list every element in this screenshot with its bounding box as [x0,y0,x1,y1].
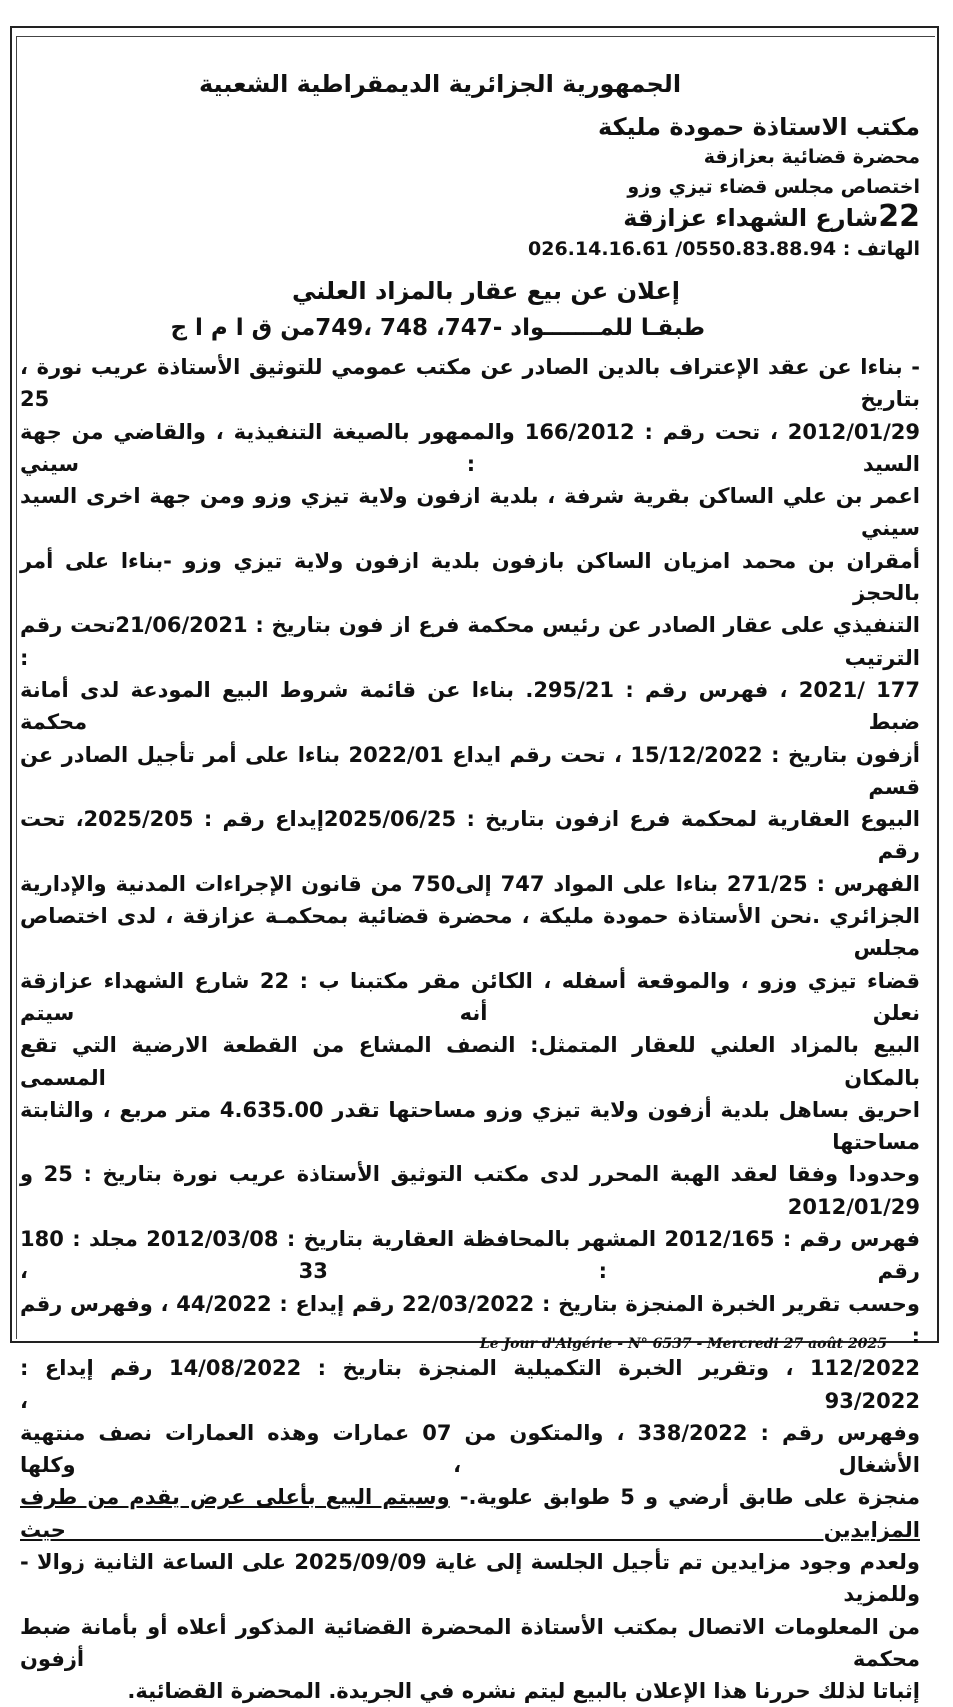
body-line: التنفيذي على عقار الصادر عن رئيس محكمة فرع از فون بتاريخ : 21/06/2021تحت رقم الترتيب : [20,613,920,670]
body-line: الفهرس : 271/25 بناءا على المواد 747 إلى750 من قانون الإجراءات المدنية والإدارية [20,871,920,896]
body-line-with-underline: منجزة على طابق أرضي و 5 طوابق علوية.- وسيتم البيع بأعلى عرض يقدم من طرف المزايدين حيث [20,1485,921,1542]
body-line: الجزائري .نحن الأستاذة حمودة مليكة ، محضرة قضائية بمحكمـة عزازقة ، لدى اختصاص مجلس [20,904,920,961]
body-line: احريق بساهل بلدية أزفون ولاية تيزي وزو مساحتها تقدر 4.635.00 متر مربع ، والثابتة مساحتها [20,1097,920,1155]
body-line: البيع بالمزاد العلني للعقار المتمثل: النصف المشاع من القطعة الارضية التي تقع بالمكان المسمى [20,1033,920,1090]
phone-line [20,233,920,265]
notice-body [20,351,920,1707]
body-line: 177 /2021 ، فهرس رقم : 295/21. بناءا عن قائمة شروط البيع المودعة لدى أمانة ضبط محكمة [20,677,920,735]
body-line: أمقران بن محمد امزيان الساكن بازفون بلدية ازفون ولاية تيزي وزو -بناءا على أمر بالحجز [20,548,920,606]
publication-footer: Le Jour d'Algérie - N° 6537 - Mercredi 27 août 2025 [479,1336,887,1352]
phone-label: الهاتف : [842,238,920,260]
body-line: وحسب تقرير الخبرة المنجزة بتاريخ : 22/03/2022 رقم إيداع : 44/2022 ، وفهرس رقم : [20,1291,920,1348]
court-officer: محضرة قضائية بعزازقة [703,146,920,168]
body-line: ولعدم وجود مزايدين تم تأجيل الجلسة إلى غاية 2025/09/09 على الساعة الثانية زوالا - وللمزيد [20,1549,920,1607]
body-line: 112/2022 ، وتقرير الخبرة التكميلية المنجزة بتاريخ : 14/08/2022 رقم إيداع : 93/2022 ، [20,1356,920,1413]
body-line: من المعلومات الاتصال بمكتب الأستاذة المحضرة القضائية المذكور أعلاه أو بأمانة ضبط محكمة أزفون [20,1614,920,1671]
address [20,199,920,234]
body-line: أزفون بتاريخ : 15/12/2022 ، تحت رقم ايداع 2022/01 بناءا على أمر تأجيل الصادر عن قسم [20,742,920,799]
legal-notice [20,70,920,1707]
notice-title: إعلان عن بيع عقار بالمزاد العلني [291,277,680,305]
office-name: مكتب الاستاذة حمودة مليكة [598,113,920,141]
address-street: شارع الشهداء عزازقة [623,204,879,232]
body-line: - بناءا عن عقد الإعتراف بالدين الصادر عن مكتب عمومي للتوثيق الأستاذة عريب نورة ، بتاريخ 25 [20,355,920,412]
phone-numbers: 026.14.16.61 /0550.83.88.94 [528,238,837,260]
notice-subtitle: طبقـا للمـــــــواد -747، 748 ،749من ق ا م ا ج [170,315,705,341]
republic-heading: الجمهورية الجزائرية الديمقراطية الشعبية [198,70,682,98]
body-line: قضاء تيزي وزو ، والموقعة أسفله ، الكائن مقر مكتبنا ب : 22 شارع الشهداء عزازقة نعلن أنه سيتم [20,968,921,1025]
body-line: وحدودا وفقا لعقد الهبة المحرر لدى مكتب التوثيق الأستاذة عريب نورة بتاريخ : 25 و 2012/01/29 [20,1162,920,1219]
body-line: اعمر بن علي الساكن بقرية شرفة ، بلدية ازفون ولاية تيزي وزو ومن جهة اخرى السيد سيني [20,484,920,541]
body-line: 2012/01/29 ، تحت رقم : 166/2012 والممهور بالصيغة التنفيذية ، والقاضي من جهة السيد : سيني [20,419,920,476]
jurisdiction: اختصاص مجلس قضاء تيزي وزو [627,176,920,198]
body-line: فهرس رقم : 2012/165 المشهر بالمحافظة العقارية بتاريخ : 2012/03/08 مجلد : 180 رقم : 33 ، [20,1227,921,1284]
body-line: وفهرس رقم : 338/2022 ، والمتكون من 07 عمارات وهذه العمارات نصف منتهية الأشغال ، وكلها [20,1420,920,1478]
body-line: البيوع العقارية لمحكمة فرع ازفون بتاريخ : 2025/06/25إيداع رقم : 2025/205، تحت رقم [20,807,920,864]
underlined-sale-clause: وسيتم البيع بأعلى عرض يقدم من طرف المزايدين حيث [20,1485,920,1542]
body-line-closing: إثباتا لذلك حررنا هذا الإعلان بالبيع ليتم نشره في الجريدة. المحضرة القضائية. [127,1679,920,1704]
address-number: 22 [878,199,920,234]
body-line-start: منجزة على طابق أرضي و 5 طوابق علوية. [468,1485,921,1510]
